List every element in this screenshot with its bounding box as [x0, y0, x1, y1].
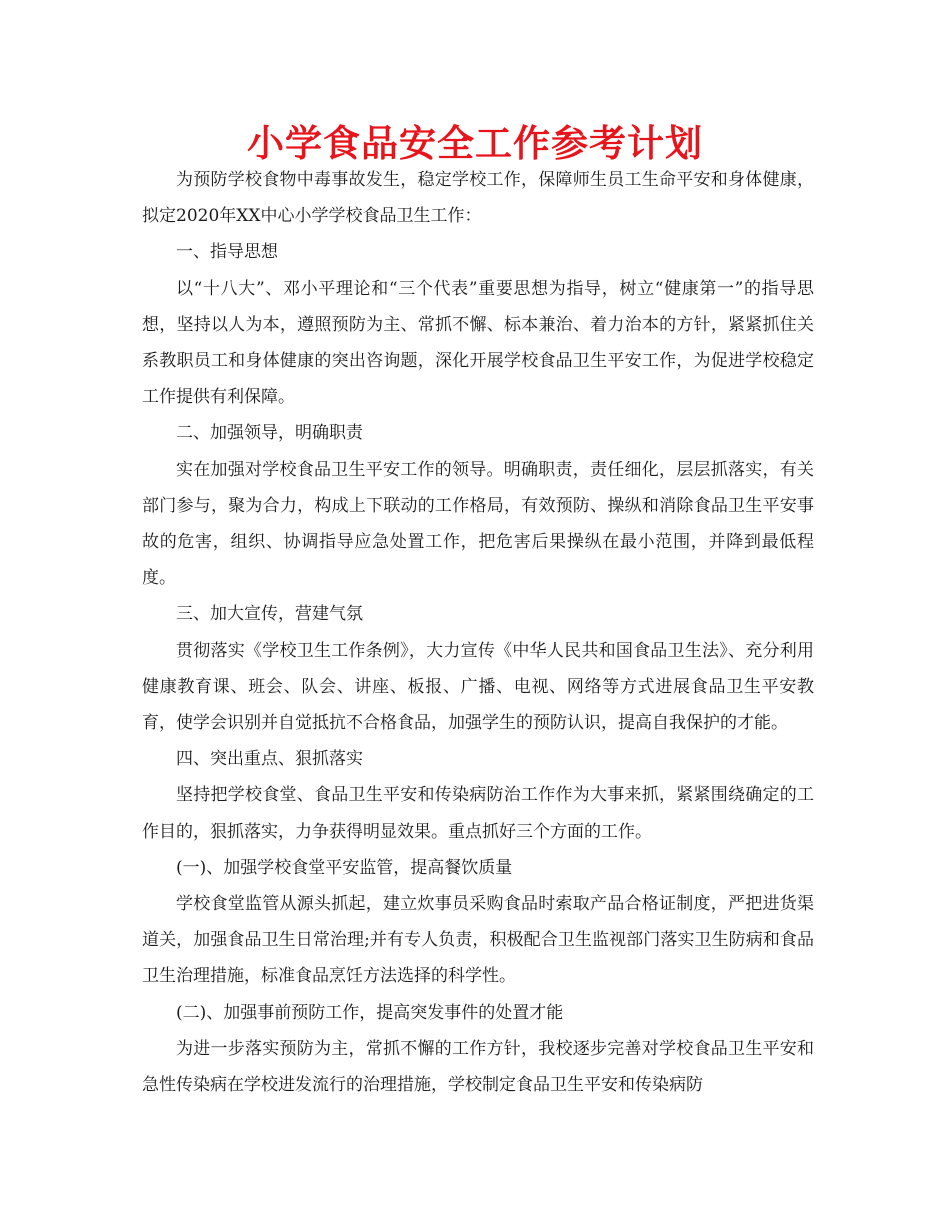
section-heading: 三、加大宣传，营建气氛: [176, 604, 363, 625]
section-heading: 一、指导思想: [176, 242, 278, 263]
body-paragraph: 学校食堂监管从源头抓起，建立炊事员采购食品时索取产品合格证制度，严把进货渠道关，加强食品卫生日常治理;并有专人负责，积极配合卫生监视部门落实卫生防病和食品卫生治理措施，标准食品烹饪方法选择的科学性。: [142, 894, 814, 987]
document-title: 小学食品安全工作参考计划: [247, 122, 703, 165]
section-heading: 二、加强领导，明确职责: [176, 423, 363, 444]
intro-paragraph: 为预防学校食物中毒事故发生，稳定学校工作，保障师生员工生命平安和身体健康，拟定2020年XX中心小学学校食品卫生工作：: [142, 170, 814, 227]
body-paragraph: 实在加强对学校食品卫生平安工作的领导。明确职责，责任细化，层层抓落实，有关部门参与，聚为合力，构成上下联动的工作格局，有效预防、操纵和消除食品卫生平安事故的危害，组织、协调指导应急处置工作，把危害后果操纵在最小范围，并降到最低程度。: [142, 459, 814, 589]
subsection-heading: (二)、加强事前预防工作，提高突发事件的处置才能: [176, 1002, 564, 1023]
section-heading: 四、突出重点、狠抓落实: [176, 749, 363, 770]
body-paragraph: 坚持把学校食堂、食品卫生平安和传染病防治工作作为大事来抓，紧紧围绕确定的工作目的，狠抓落实，力争获得明显效果。重点抓好三个方面的工作。: [142, 785, 814, 842]
body-paragraph: 贯彻落实《学校卫生工作条例》，大力宣传《中华人民共和国食品卫生法》、充分利用健康教育课、班会、队会、讲座、板报、广播、电视、网络等方式进展食品卫生平安教育，使学会识别并自觉抵抗不合格食品，加强学生的预防认识，提高自我保护的才能。: [142, 640, 814, 734]
subsection-heading: (一)、加强学校食堂平安监管，提高餐饮质量: [176, 857, 513, 878]
body-paragraph: 为进一步落实预防为主，常抓不懈的工作方针，我校逐步完善对学校食品卫生平安和急性传染病在学校进发流行的治理措施，学校制定食品卫生平安和传染病防: [142, 1038, 814, 1096]
body-paragraph: 以“十八大”、邓小平理论和“三个代表”重要思想为指导，树立“健康第一”的指导思想，坚持以人为本，遵照预防为主、常抓不懈、标本兼治、着力治本的方针，紧紧抓住关系教职员工和身体健康的突出咨询题，深化开展学校食品卫生平安工作，为促进学校稳定工作提供有利保障。: [142, 278, 814, 408]
document-body: [142, 162, 814, 1103]
